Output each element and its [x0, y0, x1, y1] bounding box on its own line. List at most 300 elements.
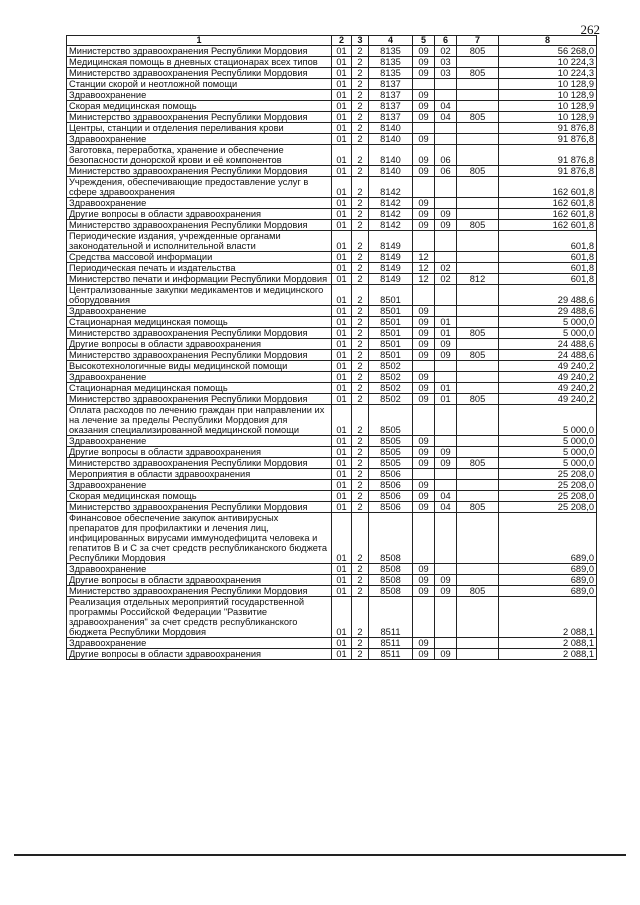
cell-col6: 09: [435, 339, 457, 350]
table-row: [67, 405, 597, 436]
cell-col6: [435, 638, 457, 649]
cell-amount: 162 601,8: [499, 209, 597, 220]
cell-col5: 09: [413, 134, 435, 145]
row-name: Здравоохранение: [67, 638, 332, 649]
cell-col4: 8149: [369, 263, 413, 274]
row-name: Медицинская помощь в дневных стационарах всех типов: [67, 57, 332, 68]
cell-col7: [457, 145, 499, 166]
cell-col7: 812: [457, 274, 499, 285]
cell-col7: [457, 575, 499, 586]
cell-col3: 2: [352, 638, 369, 649]
cell-col7: 805: [457, 166, 499, 177]
cell-col6: [435, 469, 457, 480]
table-row: [67, 339, 597, 350]
cell-amount: 5 000,0: [499, 317, 597, 328]
cell-col3: 2: [352, 79, 369, 90]
cell-col2: 01: [332, 177, 352, 198]
table-row: [67, 328, 597, 339]
cell-col3: 2: [352, 252, 369, 263]
cell-col3: 2: [352, 90, 369, 101]
cell-col7: [457, 285, 499, 306]
row-name: Другие вопросы в области здравоохранения: [67, 209, 332, 220]
table-row: [67, 177, 597, 198]
cell-col3: 2: [352, 586, 369, 597]
cell-col5: 09: [413, 306, 435, 317]
cell-col7: [457, 383, 499, 394]
row-name: Здравоохранение: [67, 198, 332, 209]
row-name: Централизованные закупки медикаментов и медицинского оборудования: [67, 285, 332, 306]
cell-col7: [457, 513, 499, 564]
cell-amount: 10 224,3: [499, 57, 597, 68]
cell-col4: 8506: [369, 480, 413, 491]
cell-col6: [435, 123, 457, 134]
cell-col2: 01: [332, 134, 352, 145]
row-name: Другие вопросы в области здравоохранения: [67, 649, 332, 660]
cell-col2: 01: [332, 436, 352, 447]
cell-col5: 09: [413, 502, 435, 513]
row-name: Учреждения, обеспечивающие предоставление услуг в сфере здравоохранения: [67, 177, 332, 198]
row-name: Оплата расходов по лечению граждан при направлении их на лечение за пределы Республики Мордовия для оказания специализированной медицинской помощи: [67, 405, 332, 436]
cell-amount: 24 488,6: [499, 339, 597, 350]
cell-col6: 09: [435, 649, 457, 660]
cell-col6: [435, 372, 457, 383]
cell-col6: [435, 231, 457, 252]
cell-col3: 2: [352, 285, 369, 306]
cell-col3: 2: [352, 575, 369, 586]
cell-col6: 06: [435, 166, 457, 177]
row-name: Финансовое обеспечение закупок антивирусных препаратов для профилактики и лечения лиц, инфицированных вирусами иммунодефицита человека и гепатитов В и С за счет средств республиканского бюджета Республики Мордовия: [67, 513, 332, 564]
cell-col5: 12: [413, 252, 435, 263]
row-name: Министерство здравоохранения Республики Мордовия: [67, 350, 332, 361]
cell-amount: 162 601,8: [499, 177, 597, 198]
cell-col2: 01: [332, 123, 352, 134]
cell-col4: 8140: [369, 145, 413, 166]
cell-col7: 805: [457, 220, 499, 231]
cell-col2: 01: [332, 46, 352, 57]
cell-col5: 09: [413, 436, 435, 447]
cell-col6: 02: [435, 274, 457, 285]
row-name: Министерство здравоохранения Республики Мордовия: [67, 328, 332, 339]
cell-col2: 01: [332, 458, 352, 469]
table-row: [67, 166, 597, 177]
cell-col3: 2: [352, 350, 369, 361]
cell-col7: 805: [457, 112, 499, 123]
cell-col5: 09: [413, 586, 435, 597]
cell-amount: 689,0: [499, 586, 597, 597]
cell-col5: [413, 79, 435, 90]
cell-col6: 09: [435, 350, 457, 361]
cell-amount: 24 488,6: [499, 350, 597, 361]
cell-amount: 10 224,3: [499, 68, 597, 79]
cell-col7: [457, 447, 499, 458]
cell-col6: 02: [435, 263, 457, 274]
cell-col4: 8501: [369, 339, 413, 350]
cell-col2: 01: [332, 328, 352, 339]
cell-col3: 2: [352, 394, 369, 405]
row-name: Министерство здравоохранения Республики Мордовия: [67, 68, 332, 79]
cell-col4: 8508: [369, 564, 413, 575]
cell-col7: 805: [457, 502, 499, 513]
cell-amount: 162 601,8: [499, 198, 597, 209]
cell-col2: 01: [332, 575, 352, 586]
table-row: [67, 209, 597, 220]
cell-col4: 8506: [369, 502, 413, 513]
cell-col7: 805: [457, 586, 499, 597]
cell-col2: 01: [332, 405, 352, 436]
table-row: [67, 252, 597, 263]
cell-amount: 91 876,8: [499, 134, 597, 145]
cell-col5: 09: [413, 166, 435, 177]
cell-col3: 2: [352, 198, 369, 209]
cell-col4: 8137: [369, 90, 413, 101]
cell-amount: 49 240,2: [499, 372, 597, 383]
table-row: [67, 317, 597, 328]
column-header-1: 1: [67, 36, 332, 46]
table-row: [67, 597, 597, 638]
cell-col7: [457, 649, 499, 660]
cell-amount: 91 876,8: [499, 166, 597, 177]
cell-col2: 01: [332, 469, 352, 480]
cell-col6: 04: [435, 491, 457, 502]
cell-col6: 06: [435, 145, 457, 166]
cell-col5: [413, 513, 435, 564]
cell-col3: 2: [352, 274, 369, 285]
cell-col3: 2: [352, 134, 369, 145]
cell-col7: [457, 306, 499, 317]
cell-col5: [413, 405, 435, 436]
cell-col5: 09: [413, 145, 435, 166]
cell-col2: 01: [332, 350, 352, 361]
table-row: [67, 638, 597, 649]
cell-amount: 601,8: [499, 231, 597, 252]
cell-col2: 01: [332, 306, 352, 317]
table-row: [67, 123, 597, 134]
cell-col7: [457, 123, 499, 134]
cell-col4: 8506: [369, 491, 413, 502]
cell-col4: 8505: [369, 405, 413, 436]
cell-col4: 8505: [369, 458, 413, 469]
row-name: Министерство здравоохранения Республики Мордовия: [67, 586, 332, 597]
cell-col7: [457, 79, 499, 90]
cell-col2: 01: [332, 145, 352, 166]
cell-col6: [435, 90, 457, 101]
cell-col6: 04: [435, 502, 457, 513]
cell-col7: [457, 469, 499, 480]
cell-col5: 09: [413, 112, 435, 123]
cell-col2: 01: [332, 361, 352, 372]
cell-col3: 2: [352, 209, 369, 220]
cell-col3: 2: [352, 480, 369, 491]
table-row: [67, 469, 597, 480]
cell-col5: [413, 597, 435, 638]
cell-col4: 8140: [369, 166, 413, 177]
cell-amount: 5 000,0: [499, 405, 597, 436]
cell-amount: 29 488,6: [499, 285, 597, 306]
cell-col2: 01: [332, 491, 352, 502]
cell-col5: 09: [413, 394, 435, 405]
cell-col3: 2: [352, 469, 369, 480]
cell-col3: 2: [352, 220, 369, 231]
cell-col3: 2: [352, 101, 369, 112]
cell-col2: 01: [332, 101, 352, 112]
table-row: [67, 372, 597, 383]
cell-col2: 01: [332, 502, 352, 513]
row-name: Высокотехнологичные виды медицинской помощи: [67, 361, 332, 372]
table-row: [67, 458, 597, 469]
cell-col3: 2: [352, 491, 369, 502]
cell-amount: 5 000,0: [499, 436, 597, 447]
cell-col2: 01: [332, 480, 352, 491]
row-name: Здравоохранение: [67, 436, 332, 447]
cell-col6: 04: [435, 112, 457, 123]
cell-col6: [435, 134, 457, 145]
cell-col5: 09: [413, 447, 435, 458]
cell-col4: 8135: [369, 68, 413, 79]
table-row: [67, 306, 597, 317]
cell-col5: [413, 285, 435, 306]
cell-col4: 8502: [369, 394, 413, 405]
cell-amount: 2 088,1: [499, 597, 597, 638]
cell-col6: [435, 252, 457, 263]
cell-col5: 09: [413, 328, 435, 339]
cell-col6: 01: [435, 394, 457, 405]
cell-col3: 2: [352, 46, 369, 57]
cell-col3: 2: [352, 306, 369, 317]
cell-amount: 25 208,0: [499, 469, 597, 480]
row-name: Министерство здравоохранения Республики Мордовия: [67, 502, 332, 513]
row-name: Периодическая печать и издательства: [67, 263, 332, 274]
cell-col2: 01: [332, 90, 352, 101]
cell-col5: [413, 469, 435, 480]
cell-col5: 09: [413, 383, 435, 394]
table-row: [67, 575, 597, 586]
row-name: Министерство здравоохранения Республики Мордовия: [67, 394, 332, 405]
cell-col2: 01: [332, 252, 352, 263]
cell-amount: 689,0: [499, 575, 597, 586]
cell-col4: 8149: [369, 231, 413, 252]
cell-col7: [457, 480, 499, 491]
cell-col2: 01: [332, 638, 352, 649]
cell-col4: 8502: [369, 361, 413, 372]
cell-col7: [457, 101, 499, 112]
cell-col4: 8142: [369, 198, 413, 209]
cell-col6: [435, 177, 457, 198]
table-row: [67, 68, 597, 79]
cell-col2: 01: [332, 597, 352, 638]
cell-col3: 2: [352, 361, 369, 372]
cell-col5: 09: [413, 209, 435, 220]
cell-col4: 8137: [369, 101, 413, 112]
column-header-8: 8: [499, 36, 597, 46]
cell-col4: 8135: [369, 46, 413, 57]
table-row: [67, 101, 597, 112]
cell-col5: 09: [413, 101, 435, 112]
cell-col7: [457, 231, 499, 252]
cell-col6: 09: [435, 220, 457, 231]
cell-col4: 8149: [369, 252, 413, 263]
cell-col2: 01: [332, 285, 352, 306]
cell-col3: 2: [352, 436, 369, 447]
row-name: Здравоохранение: [67, 134, 332, 145]
budget-table: [66, 35, 597, 660]
cell-col2: 01: [332, 57, 352, 68]
row-name: Министерство здравоохранения Республики Мордовия: [67, 458, 332, 469]
cell-col6: [435, 480, 457, 491]
table-row: [67, 231, 597, 252]
row-name: Здравоохранение: [67, 306, 332, 317]
cell-col3: 2: [352, 383, 369, 394]
cell-col5: [413, 361, 435, 372]
row-name: Здравоохранение: [67, 564, 332, 575]
table-row: [67, 447, 597, 458]
cell-col4: 8501: [369, 328, 413, 339]
cell-col4: 8501: [369, 317, 413, 328]
row-name: Средства массовой информации: [67, 252, 332, 263]
cell-col4: 8502: [369, 383, 413, 394]
table-row: [67, 57, 597, 68]
cell-amount: 29 488,6: [499, 306, 597, 317]
cell-col3: 2: [352, 112, 369, 123]
table-row: [67, 361, 597, 372]
cell-col3: 2: [352, 317, 369, 328]
cell-col3: 2: [352, 57, 369, 68]
cell-amount: 2 088,1: [499, 649, 597, 660]
cell-col3: 2: [352, 263, 369, 274]
cell-col4: 8508: [369, 513, 413, 564]
page-number: 262: [580, 22, 600, 37]
cell-col7: [457, 597, 499, 638]
cell-col7: 805: [457, 394, 499, 405]
cell-col4: 8140: [369, 134, 413, 145]
cell-col7: [457, 361, 499, 372]
cell-col4: 8511: [369, 597, 413, 638]
header-row: [67, 36, 597, 46]
cell-col6: 04: [435, 101, 457, 112]
table-row: [67, 513, 597, 564]
table-body: [67, 46, 597, 660]
row-name: Министерство здравоохранения Республики Мордовия: [67, 112, 332, 123]
cell-col4: 8508: [369, 575, 413, 586]
cell-amount: 601,8: [499, 263, 597, 274]
cell-col6: 09: [435, 586, 457, 597]
cell-col6: 09: [435, 575, 457, 586]
cell-col7: [457, 134, 499, 145]
row-name: Стационарная медицинская помощь: [67, 383, 332, 394]
cell-col4: 8501: [369, 306, 413, 317]
cell-col2: 01: [332, 198, 352, 209]
cell-col5: 09: [413, 638, 435, 649]
cell-col5: 09: [413, 564, 435, 575]
column-header-5: 5: [413, 36, 435, 46]
cell-col5: [413, 231, 435, 252]
cell-col2: 01: [332, 649, 352, 660]
cell-amount: 10 128,9: [499, 90, 597, 101]
cell-col5: 09: [413, 649, 435, 660]
cell-amount: 601,8: [499, 274, 597, 285]
cell-col5: [413, 177, 435, 198]
cell-col4: 8137: [369, 112, 413, 123]
footer-divider: [14, 854, 626, 856]
cell-col3: 2: [352, 513, 369, 564]
cell-col6: 02: [435, 46, 457, 57]
cell-col5: 09: [413, 220, 435, 231]
row-name: Министерство здравоохранения Республики Мордовия: [67, 46, 332, 57]
cell-col3: 2: [352, 123, 369, 134]
cell-col6: 09: [435, 458, 457, 469]
table-row: [67, 274, 597, 285]
cell-col3: 2: [352, 372, 369, 383]
cell-col7: [457, 209, 499, 220]
cell-col5: 09: [413, 68, 435, 79]
column-header-4: 4: [369, 36, 413, 46]
cell-col7: [457, 564, 499, 575]
cell-col2: 01: [332, 447, 352, 458]
cell-col5: [413, 123, 435, 134]
cell-col6: [435, 513, 457, 564]
cell-col5: 09: [413, 339, 435, 350]
table-row: [67, 134, 597, 145]
cell-col5: 09: [413, 57, 435, 68]
table-row: [67, 502, 597, 513]
cell-col5: 09: [413, 317, 435, 328]
cell-amount: 601,8: [499, 252, 597, 263]
cell-amount: 5 000,0: [499, 458, 597, 469]
table-row: [67, 263, 597, 274]
cell-col7: [457, 317, 499, 328]
cell-col3: 2: [352, 458, 369, 469]
table-row: [67, 198, 597, 209]
table-row: [67, 112, 597, 123]
cell-col5: 09: [413, 90, 435, 101]
cell-col7: [457, 90, 499, 101]
cell-col7: 805: [457, 328, 499, 339]
cell-col3: 2: [352, 166, 369, 177]
row-name: Министерство здравоохранения Республики Мордовия: [67, 220, 332, 231]
row-name: Центры, станции и отделения переливания крови: [67, 123, 332, 134]
cell-amount: 25 208,0: [499, 491, 597, 502]
cell-col7: [457, 198, 499, 209]
cell-col2: 01: [332, 209, 352, 220]
cell-col6: 01: [435, 383, 457, 394]
column-header-6: 6: [435, 36, 457, 46]
table-row: [67, 145, 597, 166]
cell-col5: 09: [413, 491, 435, 502]
cell-col2: 01: [332, 586, 352, 597]
column-header-7: 7: [457, 36, 499, 46]
cell-col6: 03: [435, 68, 457, 79]
row-name: Здравоохранение: [67, 372, 332, 383]
cell-col5: 09: [413, 480, 435, 491]
cell-col4: 8149: [369, 274, 413, 285]
cell-col5: 09: [413, 46, 435, 57]
cell-col6: 01: [435, 317, 457, 328]
cell-col6: [435, 361, 457, 372]
cell-col4: 8140: [369, 123, 413, 134]
cell-amount: 10 128,9: [499, 79, 597, 90]
cell-col2: 01: [332, 383, 352, 394]
table-row: [67, 586, 597, 597]
cell-col6: [435, 79, 457, 90]
cell-col7: 805: [457, 68, 499, 79]
cell-amount: 91 876,8: [499, 123, 597, 134]
cell-col7: [457, 57, 499, 68]
cell-col2: 01: [332, 372, 352, 383]
cell-col2: 01: [332, 339, 352, 350]
row-name: Министерство печати и информации Республики Мордовия: [67, 274, 332, 285]
cell-col4: 8142: [369, 177, 413, 198]
table-row: [67, 649, 597, 660]
cell-col2: 01: [332, 513, 352, 564]
